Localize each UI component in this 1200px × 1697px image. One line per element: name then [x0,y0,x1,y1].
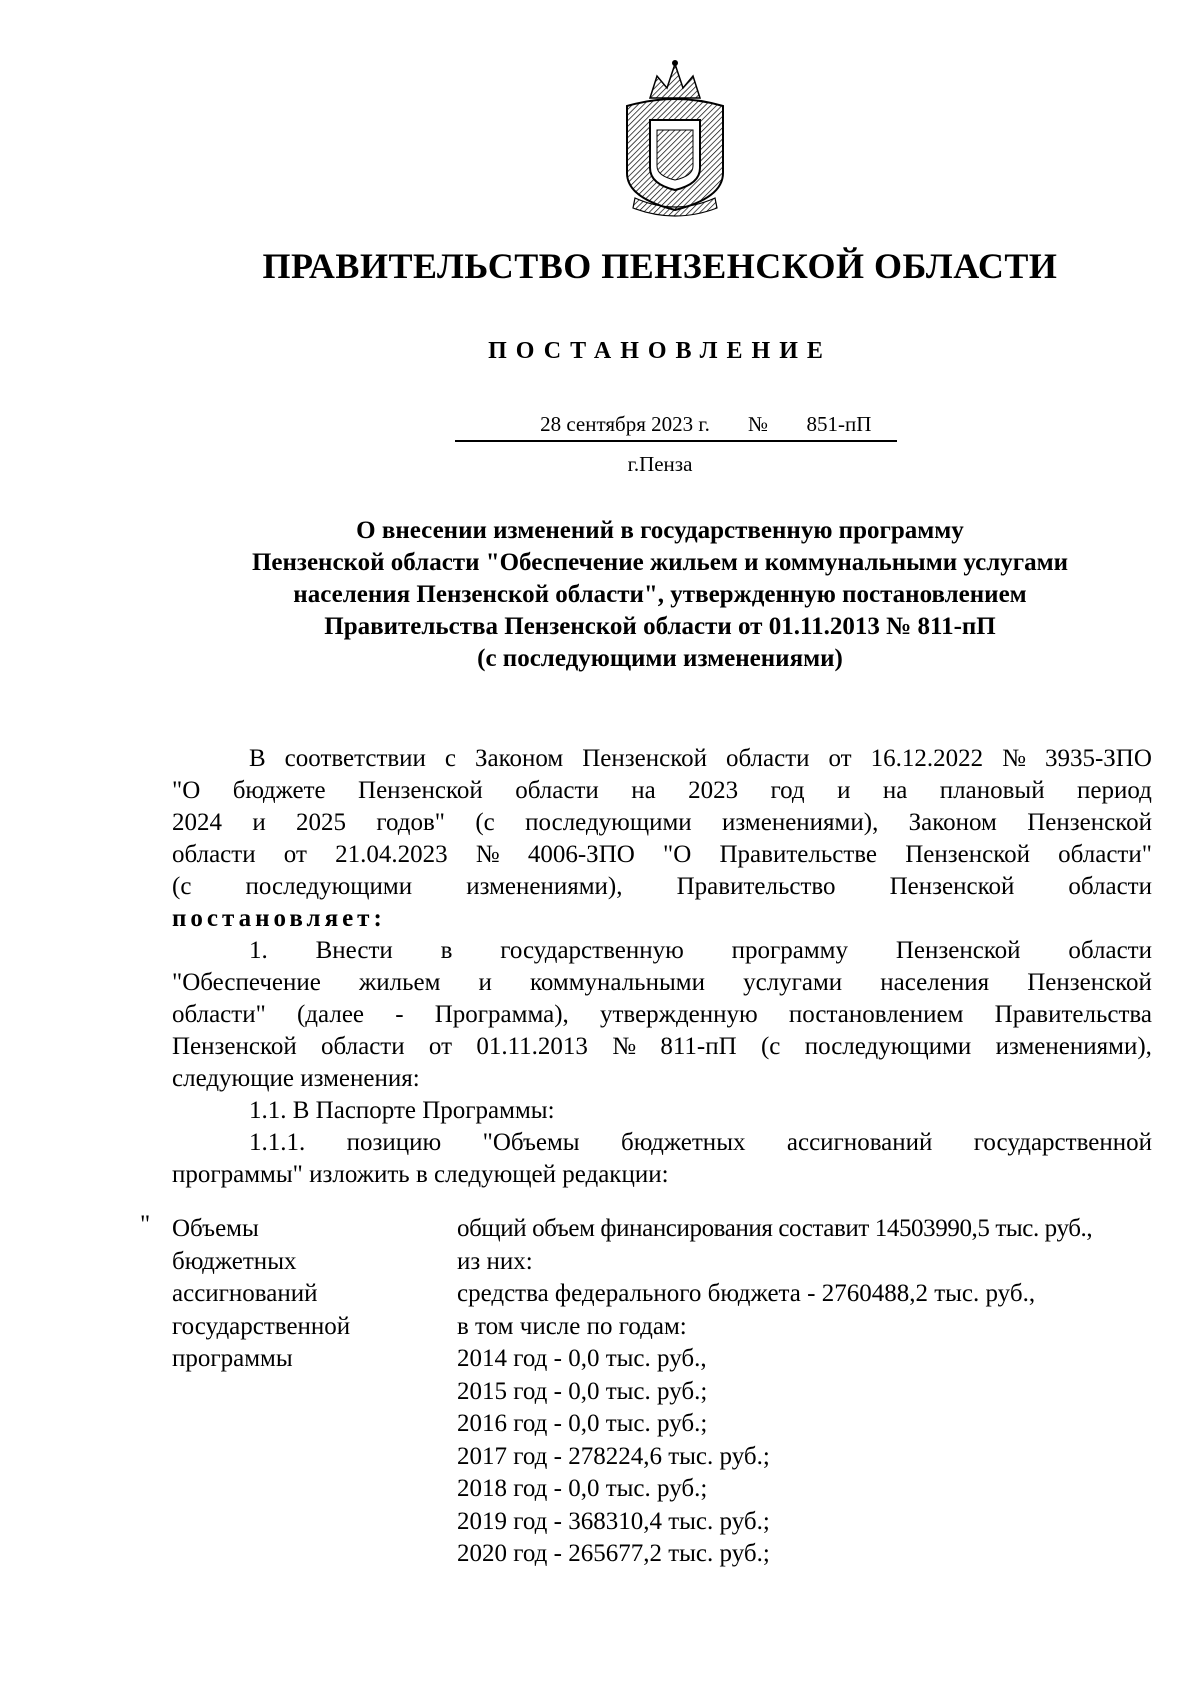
subject-line: О внесении изменений в государственную программу [356,517,964,544]
opening-quote: " [140,1211,151,1238]
document-body [172,743,1152,1191]
coat-of-arms-emblem [605,58,745,218]
number-sign: № [748,412,769,436]
label-line: бюджетных [172,1247,297,1275]
value-line: средства федерального бюджета - 2760488,2 тыс. руб., [457,1280,1036,1307]
label-line: государственной [172,1312,351,1340]
subject-line: Правительства Пензенской области от 01.11.2013 № 811-пП [324,613,996,640]
document-subject [160,515,1160,675]
value-line: 2015 год - 0,0 тыс. руб.; [457,1377,708,1405]
body-line: "О бюджете Пензенской области на 2023 год и на плановый период [172,777,1152,804]
value-line: 2016 год - 0,0 тыс. руб.; [457,1410,708,1437]
value-line: 2014 год - 0,0 тыс. руб., [457,1345,707,1372]
body-line: 1.1. В Паспорте Программы: [249,1097,555,1124]
body-line: области от 21.04.2023 № 4006-ЗПО "О Правительстве Пензенской области" [172,841,1152,868]
subject-line: Пензенской области "Обеспечение жильем и коммунальными услугами [251,549,1069,576]
subject-line: (с последующими изменениями) [477,645,843,672]
body-line: В соответствии с Законом Пензенской области от 16.12.2022 № 3935-ЗПО [249,745,1152,772]
table-label-column [172,1213,432,1376]
document-date: 28 сентября 2023 г. [455,412,795,442]
subject-line: населения Пензенской области", утвержденную постановлением [293,581,1027,608]
value-line: общий объем финансирования составит 14503990,5 тыс. руб., [457,1215,1093,1242]
value-line: 2019 год - 368310,4 тыс. руб.; [457,1507,770,1535]
body-line: 2024 и 2025 годов" (с последующими изменениями), Законом Пензенской [172,809,1152,836]
document-number: 851-пП [781,412,897,442]
label-line: программы [172,1345,293,1372]
value-line: из них: [457,1247,533,1275]
body-line: Пензенской области от 01.11.2013 № 811-пП (с последующими изменениями), [172,1033,1152,1060]
value-line: в том числе по годам: [457,1312,687,1340]
value-line: 2017 год - 278224,6 тыс. руб.; [457,1442,770,1470]
body-line: 1.1.1. позицию "Объемы бюджетных ассигнований государственной [249,1129,1152,1156]
value-line: 2020 год - 265677,2 тыс. руб.; [457,1540,770,1567]
body-line: следующие изменения: [172,1065,420,1092]
body-line: (с последующими изменениями), Правительство Пензенской области [172,873,1152,900]
table-value-column [457,1213,1160,1571]
value-line: 2018 год - 0,0 тыс. руб.; [457,1475,708,1502]
label-line: Объемы [172,1215,259,1242]
government-title: ПРАВИТЕЛЬСТВО ПЕНЗЕНСКОЙ ОБЛАСТИ [262,246,1058,286]
city: г.Пенза [627,452,693,476]
document-type: ПОСТАНОВЛЕНИЕ [488,338,832,364]
body-line: "Обеспечение жильем и коммунальными услугами населения Пензенской [172,969,1152,996]
resolution-word: постановляет: [172,905,386,932]
body-line: программы" изложить в следующей редакции: [172,1161,669,1188]
label-line: ассигнований [172,1280,318,1307]
body-line: области" (далее - Программа), утвержденную постановлением Правительства [172,1001,1152,1028]
body-line: 1. Внести в государственную программу Пензенской области [249,937,1152,964]
